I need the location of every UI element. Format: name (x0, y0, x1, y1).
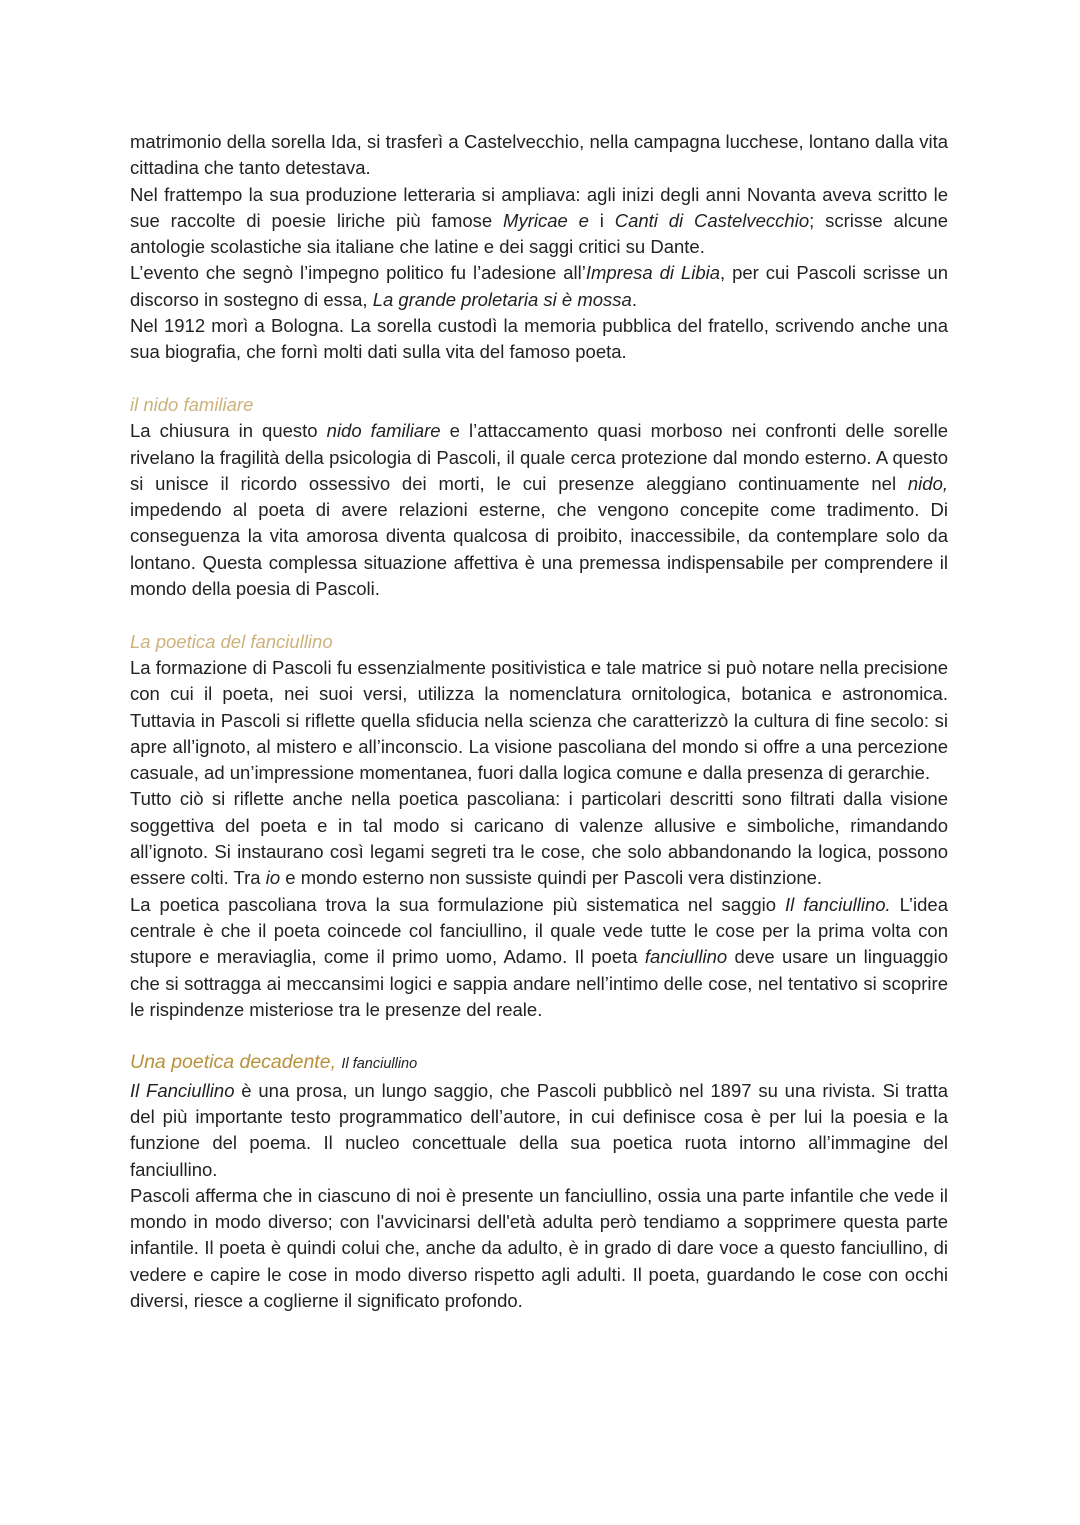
text-run: e l’attaccamento quasi morboso nei confronti delle sorelle rivelano la fragilità della psicologia di Pascoli, il quale cerca protezione dal mondo esterno. A questo si unisce il ricordo ossessivo dei morti, le cui presenze aleggiano continuamente nel (130, 420, 948, 494)
work-title-il-fanciullino: Il Fanciullino (130, 1079, 235, 1101)
text-run: Pascoli afferma che in ciascuno di noi è presente un fanciullino, ossia una parte infantile che vede il mondo in modo diverso; con l'avvicinarsi dell'età adulta però tendiamo a sopprimere questa parte infantile. Il poeta è quindi colui che, anche da adulto, è in grado di dare voce a questo fanciullino, di vedere e capire le cose in modo diverso rispetto agli adulti. Il poeta, guardando le cose con occhi diversi, riesce a coglierne il significato profondo. (130, 1184, 948, 1312)
text-run: e mondo esterno non sussiste quindi per Pascoli vera distinzione. (280, 867, 823, 889)
text-run: ; scrisse alcune antologie scolastiche sia italiane che latine e dei saggi critici su Dante. (130, 209, 949, 258)
poetica-paragraph-1 (130, 655, 948, 786)
work-title-proletaria: La grande proletaria si è mossa (372, 288, 632, 310)
poetica-paragraph-2 (130, 786, 948, 891)
intro-p1-text: matrimonio della sorella Ida, si trasferì a Castelvecchio, nella campagna lucchese, lontano dalla vita cittadina che tanto detestava. (130, 131, 948, 179)
text-run: La formazione di Pascoli fu essenzialmente positivistica e tale matrice si può notare nella precisione con cui il poeta, nei suoi versi, utilizza la nomenclatura ornitologica, botanica e astronomica. Tuttavia in Pascoli si riflette quella sfiducia nella scienza che caratterizzò la cultura di fine secolo: si apre all’ignoto, al mistero e all’inconscio. La visione pascoliana del mondo si offre a una percezione casuale, ad un’impressione momentanea, fuori dalla logica comune e dalla presenza di gerarchie. (130, 656, 948, 784)
decadente-paragraph-1 (130, 1078, 948, 1183)
emphasis-io: io (265, 867, 281, 889)
decadente-paragraph-2 (130, 1183, 948, 1314)
section-subtitle: Il fanciullino (341, 1056, 418, 1073)
intro-paragraph-2 (130, 182, 948, 261)
emphasis-nido: nido, (907, 472, 948, 494)
intro-paragraph-1 (130, 129, 948, 182)
emphasis-fanciullino: fanciullino (644, 946, 728, 968)
work-title-myricae: Myricae e (503, 209, 589, 231)
section-spacer (130, 1023, 948, 1049)
text-run: Tutto ciò si riflette anche nella poetica pascoliana: i particolari descritti sono filtrati dalla visione soggettiva del poeta e in tal modo si caricano di valenze allusive e simboliche, rimandando all’ignoto. Si instaurano così legami segreti tra le cose, che solo abbandonando la logica, possono essere colti. Tra (130, 788, 948, 889)
section-spacer (130, 366, 948, 392)
section-title-decadente (130, 1049, 948, 1077)
text-run: è una prosa, un lungo saggio, che Pascoli pubblicò nel 1897 su una rivista. Si tratta del più importante testo programmatico dell’autore, in cui definisce cosa è per lui la poesia e la funzione del poema. Il nucleo concettuale della sua poetica ruota intorno all’immagine del fanciullino. (130, 1079, 948, 1180)
section-title-nido: il nido familiare (130, 393, 254, 415)
text-run: L’idea centrale è che il poeta coincede col fanciullino, il quale vede tutte le cose per la prima volta con stupore e meraviaglia, come il primo uomo, Adamo. Il poeta (130, 893, 948, 968)
text-run: . (631, 288, 637, 310)
document-body (130, 129, 948, 1314)
emphasis-impresa-libia: Impresa di Libia (585, 262, 721, 284)
work-title-canti: Canti di Castelvecchio (614, 209, 810, 231)
text-run: L’evento che segnò l’impegno politico fu l’adesione all’ (130, 262, 586, 284)
text-run: La chiusura in questo (130, 420, 327, 442)
section-title-text: Una poetica decadente, (130, 1051, 336, 1074)
text-run: Nel frattempo la sua produzione letteraria si ampliava: agli inizi degli anni Novanta aveva scritto le sue raccolte di poesie liriche più famose (130, 183, 948, 231)
work-title-fanciullino: Il fanciullino. (785, 893, 891, 915)
text-run: impedendo al poeta di avere relazioni esterne, che vengono concepite come tradimento. Di conseguenza la vita amorosa diventa qualcosa di proibito, inaccessibile, da contemplare solo da lontano. Questa complessa situazione affettiva è una premessa indispensabile per comprendere il mondo della poesia di Pascoli. (130, 499, 948, 600)
text-run: La poetica pascoliana trova la sua formulazione più sistematica nel saggio (130, 893, 786, 915)
nido-paragraph (130, 418, 948, 602)
text-run: i (588, 209, 615, 231)
text-run: , per cui Pascoli scrisse un discorso in sostegno di essa, (130, 262, 948, 310)
poetica-paragraph-3 (130, 892, 948, 1023)
emphasis-nido-familiare: nido familiare (326, 420, 441, 442)
intro-paragraph-3 (130, 260, 948, 313)
text-run: deve usare un linguaggio che si sottragga ai meccansimi logici e sappia andare nell’intimo delle cose, nel tentativo si scoprire le rispindenze misteriose tra le presenze del reale. (130, 946, 948, 1020)
intro-p4-text: Nel 1912 morì a Bologna. La sorella custodì la memoria pubblica del fratello, scrivendo anche una sua biografia, che fornì molti dati sulla vita del famoso poeta. (130, 315, 948, 363)
intro-paragraph-4 (130, 313, 948, 366)
section-spacer (130, 602, 948, 628)
section-title-poetica: La poetica del fanciullino (130, 630, 333, 652)
